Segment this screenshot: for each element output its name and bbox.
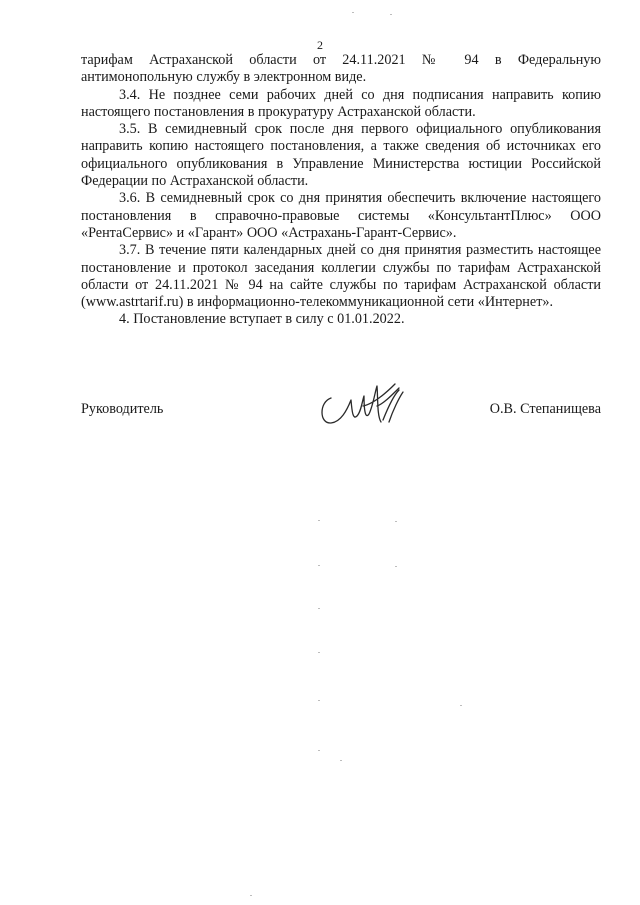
paragraph-3-7: 3.7. В течение пяти календарных дней со дня принятия разместить настоящее постановление и протокол заседания коллегии службы по тарифам Астраханской области от 24.11.2021 № 94 на сайте службы по тарифам Астраханской области (www.astrtarif.ru) в информационно-телекоммуникационной сети «Интернет». (81, 242, 601, 311)
document-body (81, 52, 601, 329)
paragraph-continuation: тарифам Астраханской области от 24.11.2021 № 94 в Федеральную антимонопольную службу в электронном виде. (81, 52, 601, 86)
paragraph-3-5: 3.5. В семидневный срок после дня первого официального опубликования направить копию настоящего постановления, а также сведения об источниках его официального опубликования в Управление Министерства юстиции Российской Федерации по Астраханской области. (81, 121, 601, 190)
paragraph-4: 4. Постановление вступает в силу с 01.01.2022. (119, 311, 405, 328)
signatory-name: О.В. Степанищева (489, 401, 601, 417)
handwritten-signature (311, 376, 411, 436)
signatory-title: Руководитель (81, 401, 164, 417)
paragraph-3-6: 3.6. В семидневный срок со дня принятия обеспечить включение настоящего постановления в справочно-правовые системы «КонсультантПлюс» ООО «РентаСервис» и «Гарант» ООО «Астрахань-Гарант-Сервис». (81, 190, 601, 241)
paragraph-3-4: 3.4. Не позднее семи рабочих дней со дня подписания направить копию настоящего постановления в прокуратуру Астраханской области. (81, 86, 601, 120)
page-number: 2 (317, 38, 323, 52)
